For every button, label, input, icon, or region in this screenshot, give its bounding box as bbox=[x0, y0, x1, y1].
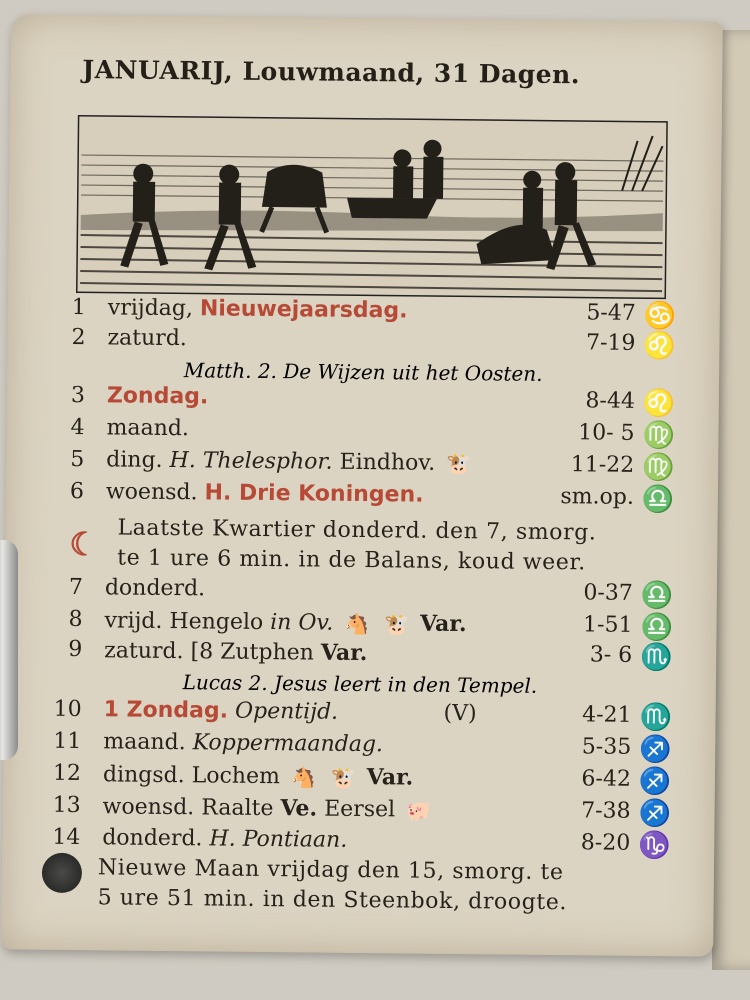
day-number: 1 bbox=[71, 294, 86, 321]
weekday: woensd. bbox=[105, 479, 198, 506]
moon-time: 11-22 bbox=[570, 452, 635, 478]
day-number: 10 bbox=[53, 696, 82, 723]
new-moon-text-1: Nieuwe Maan vrijdag den 15, smorg. te bbox=[97, 855, 564, 886]
virgo-icon: ♍ bbox=[642, 452, 675, 484]
moon-time: 1-51 bbox=[582, 612, 633, 638]
moon-time: 5-35 bbox=[581, 734, 632, 760]
weekday: donderd. bbox=[104, 575, 206, 602]
day-number: 7 bbox=[68, 574, 84, 601]
market-place: [8 Zutphen bbox=[190, 639, 314, 666]
new-moon-icon bbox=[42, 853, 82, 893]
saint-name: H. Thelesphor. bbox=[169, 447, 333, 475]
day-number: 12 bbox=[52, 760, 82, 787]
weekday: vrijd. bbox=[104, 608, 163, 634]
leo-icon: ♌ bbox=[643, 330, 677, 362]
moon-time: 8-20 bbox=[580, 830, 631, 856]
metal-clip bbox=[0, 540, 18, 760]
moon-time: 5-47 bbox=[586, 300, 636, 326]
libra-icon: ♎ bbox=[640, 580, 674, 612]
weekday: zaturd. bbox=[104, 638, 184, 665]
virgo-icon: ♍ bbox=[642, 420, 676, 452]
day-number: 8 bbox=[68, 606, 83, 633]
market-place: Lochem bbox=[191, 763, 281, 790]
day-number: 11 bbox=[53, 728, 82, 755]
place-note: in Ov. bbox=[270, 610, 334, 636]
market-label: Var. bbox=[320, 639, 368, 667]
new-moon-text-2: 5 ure 51 min. in den Steenbok, droogte. bbox=[97, 885, 568, 916]
cow-icon: 🐮 bbox=[446, 451, 472, 477]
capricorn-icon: ♑ bbox=[638, 830, 671, 862]
scorpio-icon: ♏ bbox=[639, 702, 673, 734]
page-title: JANUARIJ, Louwmaand, 31 Dagen. bbox=[82, 55, 581, 90]
moon-time: 4-21 bbox=[582, 702, 632, 728]
weekday: dingsd. bbox=[102, 762, 185, 789]
moon-time: sm.op. bbox=[560, 484, 635, 510]
day-number: 4 bbox=[70, 414, 85, 441]
market-place: Eindhov. bbox=[339, 449, 436, 476]
weekday: maand. bbox=[106, 415, 190, 442]
horse-icon: 🐴 bbox=[290, 765, 316, 790]
day-number: 6 bbox=[69, 478, 85, 505]
gospel-reading: Lucas 2. Jesus leert in den Tempel. bbox=[182, 670, 538, 698]
day-number: 13 bbox=[52, 792, 81, 819]
cow-icon: 🐮 bbox=[330, 765, 356, 790]
market-place-2: Eersel bbox=[324, 796, 396, 823]
moon-time: 3- 6 bbox=[589, 642, 633, 668]
day-number: 9 bbox=[68, 636, 83, 663]
last-quarter-text-1: Laatste Kwartier donderd. den 7, smorg. bbox=[117, 515, 597, 546]
libra-icon: ♎ bbox=[640, 612, 674, 644]
day-row-6 bbox=[6, 478, 706, 517]
horse-icon: 🐴 bbox=[344, 611, 370, 637]
weekday: donderd. bbox=[102, 825, 203, 852]
pig-icon: 🐖 bbox=[405, 798, 432, 823]
day-number: 2 bbox=[71, 324, 86, 351]
moon-time: 7-38 bbox=[581, 798, 631, 824]
saint-name: Koppermaandag. bbox=[192, 730, 384, 758]
feast-name: Zondag. bbox=[106, 383, 209, 410]
market-place: Raalte bbox=[201, 795, 274, 822]
market-label: Ve. bbox=[280, 795, 318, 822]
sagittarius-icon: ♐ bbox=[639, 734, 672, 766]
day-number: 5 bbox=[70, 446, 85, 473]
skating-woodcut bbox=[76, 115, 668, 299]
note: (V) bbox=[443, 700, 477, 727]
saint-name: H. Pontiaan. bbox=[209, 826, 348, 853]
sagittarius-icon: ♐ bbox=[638, 766, 672, 798]
libra-icon: ♎ bbox=[641, 484, 675, 516]
sagittarius-icon: ♐ bbox=[638, 798, 672, 830]
market-place: Hengelo bbox=[169, 608, 264, 635]
scorpio-icon: ♏ bbox=[640, 642, 673, 674]
almanac-page bbox=[1, 14, 723, 956]
saint-name: Opentijd. bbox=[234, 698, 339, 725]
weekday: ding. bbox=[106, 447, 163, 473]
moon-time: 8-44 bbox=[585, 388, 636, 414]
weekday: woensd. bbox=[102, 794, 195, 821]
feast-name: 1 Zondag. bbox=[103, 697, 229, 724]
moon-time: 7-19 bbox=[585, 330, 636, 356]
market-label: Var. bbox=[366, 764, 414, 791]
cow-icon: 🐮 bbox=[384, 612, 410, 637]
moon-time: 10- 5 bbox=[578, 420, 635, 446]
weekday: zaturd. bbox=[107, 325, 187, 352]
feast-name: H. Drie Koningen. bbox=[204, 480, 424, 508]
weekday: maand. bbox=[103, 729, 186, 756]
market-label: Var. bbox=[419, 610, 467, 638]
moon-time: 6-42 bbox=[581, 766, 632, 792]
weekday: vrijdag, bbox=[107, 295, 194, 322]
day-number: 14 bbox=[52, 824, 81, 851]
gospel-reading: Matth. 2. De Wijzen uit het Oosten. bbox=[183, 358, 543, 386]
cancer-icon: ♋ bbox=[643, 300, 677, 332]
day-number: 3 bbox=[70, 382, 86, 409]
leo-icon: ♌ bbox=[642, 388, 676, 420]
moon-time: 0-37 bbox=[583, 580, 634, 606]
last-quarter-icon: ☾ bbox=[69, 524, 99, 564]
last-quarter-text-2: te 1 ure 6 min. in de Balans, koud weer. bbox=[117, 545, 586, 576]
feast-name: Nieuwejaarsdag. bbox=[199, 296, 408, 324]
